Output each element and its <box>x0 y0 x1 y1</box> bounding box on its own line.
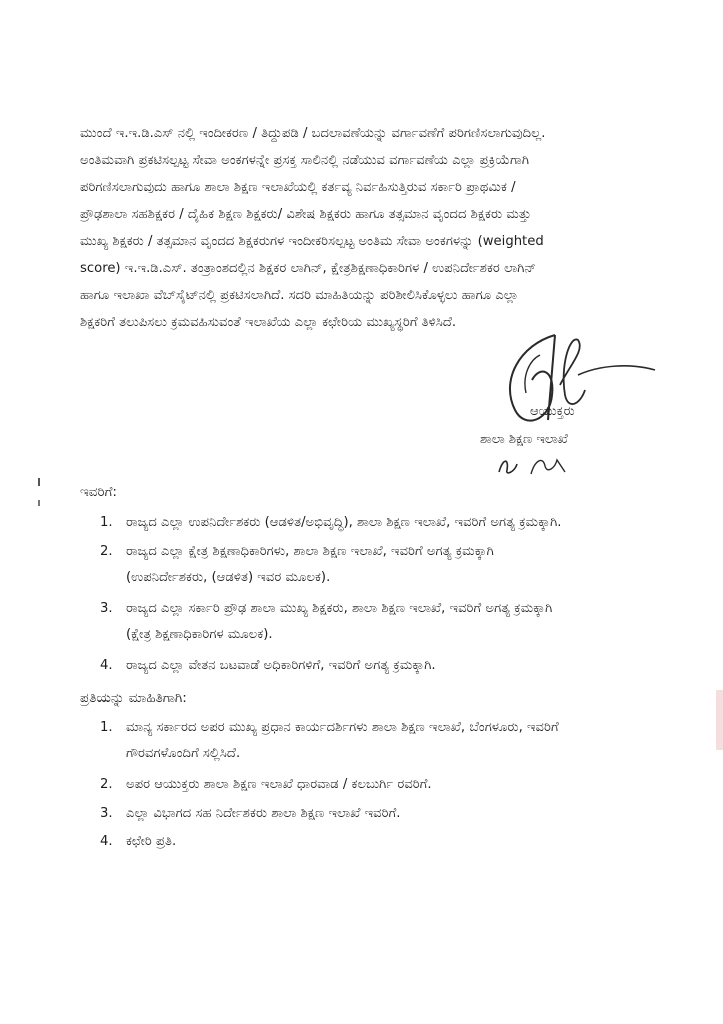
item-number: 3. <box>100 601 113 616</box>
item-text: ರಾಜ್ಯದ ಎಲ್ಲಾ ಸರ್ಕಾರಿ ಪ್ರೌಢ ಶಾಲಾ ಮುಖ್ಯ ಶಿಕ್ಷಕರು, ಶಾಲಾ ಶಿಕ್ಷಣ ಇಲಾಖೆ, ಇವರಿಗೆ ಅಗತ್ಯ ಕ್ರಮಕ್ಕಾಗಿ <box>126 601 553 616</box>
item-number: 1. <box>100 515 113 530</box>
body-line: ಅಂತಿಮವಾಗಿ ಪ್ರಕಟಿಸಲ್ಪಟ್ಟ ಸೇವಾ ಅಂಕಗಳನ್ನೇ ಪ್ರಸಕ್ತ ಸಾಲಿನಲ್ಲಿ ನಡೆಯುವ ವರ್ಗಾವಣೆಯ ಎಲ್ಲಾ ಪ್ರಕ್ರಿಯೆಗಾಗಿ <box>80 153 530 168</box>
item-number: 4. <box>100 834 113 849</box>
item-text: ಮಾನ್ಯ ಸರ್ಕಾರದ ಅಪರ ಮುಖ್ಯ ಪ್ರಧಾನ ಕಾರ್ಯದರ್ಶಿಗಳು ಶಾಲಾ ಶಿಕ್ಷಣ ಇಲಾಖೆ, ಬೆಂಗಳೂರು, ಇವರಿಗೆ <box>126 720 559 735</box>
body-line: ಶಿಕ್ಷಕರಿಗೆ ತಲುಪಿಸಲು ಕ್ರಮವಹಿಸುವಂತೆ ಇಲಾಖೆಯ ಎಲ್ಲಾ ಕಛೇರಿಯ ಮುಖ್ಯಸ್ಥರಿಗೆ ತಿಳಿಸಿದೆ. <box>80 315 457 330</box>
body-line: ಪರಿಗಣಿಸಲಾಗುವುದು ಹಾಗೂ ಶಾಲಾ ಶಿಕ್ಷಣ ಇಲಾಖೆಯಲ್ಲಿ ಕರ್ತವ್ಯ ನಿರ್ವಹಿಸುತ್ತಿರುವ ಸರ್ಕಾರಿ ಪ್ರಾಥಮಿಕ / <box>80 180 516 195</box>
body-line: ಮುಂದೆ ಇ.ಇ.ಡಿ.ಎಸ್ ನಲ್ಲಿ ಇಂದೀಕರಣ / ತಿದ್ದುಪಡಿ / ಬದಲಾವಣೆಯನ್ನು ವರ್ಗಾವಣೆಗೆ ಪರಿಗಣಿಸಲಾಗುವುದಿಲ್ಲ. <box>80 126 546 141</box>
body-paragraph <box>80 120 668 336</box>
copy-heading: ಪ್ರತಿಯನ್ನು ಮಾಹಿತಿಗಾಗಿ: <box>80 690 187 706</box>
recipients-heading: ಇವರಿಗೆ: <box>80 484 117 500</box>
item-text: ಕಛೇರಿ ಪ್ರತಿ. <box>126 834 177 849</box>
item-text: ಎಲ್ಲಾ ವಿಭಾಗದ ಸಹ ನಿರ್ದೇಶಕರು ಶಾಲಾ ಶಿಕ್ಷಣ ಇಲಾಖೆ ಇವರಿಗೆ. <box>126 806 401 821</box>
item-text: (ಕ್ಷೇತ್ರ ಶಿಕ್ಷಣಾಧಿಕಾರಿಗಳ ಮೂಲಕ). <box>126 627 273 642</box>
item-text: ಗೌರವಗಳೊಂದಿಗೆ ಸಲ್ಲಿಸಿದೆ. <box>126 746 241 761</box>
body-line: score) ಇ.ಇ.ಡಿ.ಎಸ್. ತಂತ್ರಾಂಶದಲ್ಲಿನ ಶಿಕ್ಷಕರ ಲಾಗಿನ್, ಕ್ಷೇತ್ರಶಿಕ್ಷಣಾಧಿಕಾರಿಗಳ / ಉಪನಿರ್ದೇಶಕರ ಲಾಗಿನ್ <box>80 261 537 276</box>
item-number: 2. <box>100 777 113 792</box>
signatory-designation: ಆಯುಕ್ತರು <box>530 404 575 419</box>
signatory-department: ಶಾಲಾ ಶಿಕ್ಷಣ ಇಲಾಖೆ <box>480 432 568 447</box>
item-number: 4. <box>100 658 113 673</box>
item-number: 2. <box>100 544 113 559</box>
item-text: ರಾಜ್ಯದ ಎಲ್ಲಾ ಕ್ಷೇತ್ರ ಶಿಕ್ಷಣಾಧಿಕಾರಿಗಳು, ಶಾಲಾ ಶಿಕ್ಷಣ ಇಲಾಖೆ, ಇವರಿಗೆ ಅಗತ್ಯ ಕ್ರಮಕ್ಕಾಗಿ <box>126 544 494 559</box>
item-text: (ಉಪನಿರ್ದೇಶಕರು, (ಆಡಳಿತ) ಇವರ ಮೂಲಕ). <box>126 570 331 585</box>
scan-speck <box>38 500 40 506</box>
handwritten-signature <box>460 325 700 445</box>
item-text: ರಾಜ್ಯದ ಎಲ್ಲಾ ಉಪನಿರ್ದೇಶಕರು (ಆಡಳಿತ/ಅಭಿವೃದ್ಧಿ), ಶಾಲಾ ಶಿಕ್ಷಣ ಇಲಾಖೆ, ಇವರಿಗೆ ಅಗತ್ಯ ಕ್ರಮಕ್ಕಾಗಿ. <box>126 515 562 530</box>
edge-stain <box>716 690 723 750</box>
item-text: ಅಪರ ಆಯುಕ್ತರು ಶಾಲಾ ಶಿಕ್ಷಣ ಇಲಾಖೆ ಧಾರವಾಡ / ಕಲಬುರ್ಗಿ ರವರಿಗೆ. <box>126 777 432 792</box>
item-text: ರಾಜ್ಯದ ಎಲ್ಲಾ ವೇತನ ಬಟವಾಡೆ ಅಧಿಕಾರಿಗಳಿಗೆ, ಇವರಿಗೆ ಅಗತ್ಯ ಕ್ರಮಕ್ಕಾಗಿ. <box>126 658 436 673</box>
item-number: 3. <box>100 806 113 821</box>
body-line: ಹಾಗೂ ಇಲಾಖಾ ವೆಬ್‌ಸೈಟ್‌ನಲ್ಲಿ ಪ್ರಕಟಿಸಲಾಗಿದೆ. ಸದರಿ ಮಾಹಿತಿಯನ್ನು ಪರಿಶೀಲಿಸಿಕೊಳ್ಳಲು ಹಾಗೂ ಎಲ್ಲಾ <box>80 288 519 303</box>
scan-speck <box>38 478 40 486</box>
body-line: ಮುಖ್ಯ ಶಿಕ್ಷಕರು / ತತ್ಸಮಾನ ವೃಂದದ ಶಿಕ್ಷಕರುಗಳ ಇಂದೀಕರಿಸಲ್ಪಟ್ಟ ಅಂತಿಮ ಸೇವಾ ಅಂಕಗಳನ್ನು (weighted <box>80 234 544 249</box>
body-line: ಪ್ರೌಢಶಾಲಾ ಸಹಶಿಕ್ಷಕರ / ದೈಹಿಕ ಶಿಕ್ಷಣ ಶಿಕ್ಷಕರು/ ವಿಶೇಷ ಶಿಕ್ಷಕರು ಹಾಗೂ ತತ್ಸಮಾನ ವೃಂದದ ಶಿಕ್ಷಕರು ಮತ್ತು <box>80 207 532 222</box>
initials-scribble <box>495 450 575 480</box>
item-number: 1. <box>100 720 113 735</box>
